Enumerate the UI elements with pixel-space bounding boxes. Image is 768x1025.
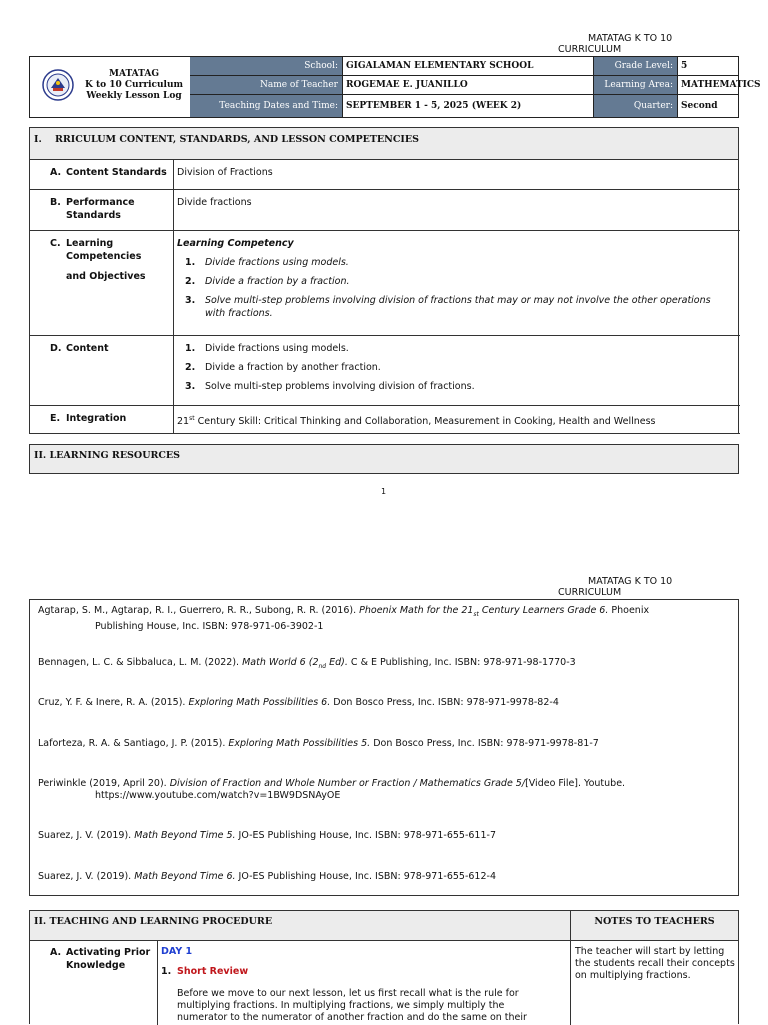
reference-item: Laforteza, R. A. & Santiago, J. P. (2015). Exploring Math Possibilities 5. Don Bosco Press, Inc. ISBN: 978-971-9978-81-7: [38, 738, 599, 749]
school-label: School:: [190, 57, 342, 76]
reference-item: Agtarap, S. M., Agtarap, R. I., Guerrero, R. R., Subong, R. R. (2016). Phoenix Math for the $21_{st}$ Century Learners Grade 6. Phoenix Publishing House, Inc. ISBN: 978-971-06-3902-1: [38, 605, 650, 632]
video-link[interactable]: https://www.youtube.com/watch?v=1BW9DSNAyOE: [95, 790, 341, 801]
activating-prior-knowledge-content: [161, 946, 561, 1024]
row-content: D. Content 1. Divide fractions using models. 2. Divide a fraction by another fraction. 3. Solve multi-step problems involving division of fractions.: [30, 336, 740, 406]
reference-item: Suarez, J. V. (2019). Math Beyond Time 5. JO-ES Publishing House, Inc. ISBN: 978-971-655-611-7: [38, 830, 496, 841]
day-label: DAY 1: [161, 946, 193, 957]
list-item: 1. Divide fractions using models.: [185, 257, 349, 268]
dates-label: Teaching Dates and Time:: [190, 95, 342, 117]
header-row-school: [190, 57, 738, 76]
reference-item: Suarez, J. V. (2019). Math Beyond Time 6. JO-ES Publishing House, Inc. ISBN: 978-971-655-612-4: [38, 871, 496, 882]
performance-standards-value: Divide fractions: [177, 197, 252, 208]
review-paragraph: Before we move to our next lesson, let us first recall what is the rule for multiplying fractions. In multiplying fractions, we simply multiply the numerator to the numerator of another fraction and do the same on their: [177, 988, 527, 1023]
learning-area-value: MATHEMATICS: [677, 76, 738, 95]
lesson-log-title: MATATAG K to 10 Curriculum Weekly Lesson Log: [84, 69, 184, 101]
teaching-procedure-table: [29, 910, 739, 1024]
notes-to-teachers-value: The teacher will start by letting the students recall their concepts on multiplying fractions.: [575, 946, 735, 981]
curriculum-header: MATATAG K TO 10 CURRICULUM: [558, 576, 673, 598]
list-item: 2. Divide a fraction by another fraction.: [185, 362, 381, 373]
header-row-teacher: [190, 76, 761, 95]
list-item: 3. Solve multi-step problems involving division of fractions that may or may not involve the other operations with fractions.: [185, 295, 711, 319]
learning-area-label: Learning Area:: [593, 76, 677, 95]
header-row-dates: [190, 95, 738, 117]
content-standards-value: Division of Fractions: [177, 167, 273, 178]
section-curriculum-content-table: [29, 160, 739, 434]
reference-item: Bennagen, L. C. & Sibbaluca, L. M. (2022). Math World 6 ($2_{nd}$ Ed). C & E Publishing, Inc. ISBN: 978-971-98-1770-3: [38, 657, 576, 670]
dates-value: SEPTEMBER 1 - 5, 2025 (WEEK 2): [342, 95, 593, 117]
row-content-standards: A. Content Standards Division of Fractions: [30, 160, 740, 190]
page-number: 1: [381, 487, 387, 496]
activating-prior-knowledge-label: A. Activating Prior Knowledge: [50, 947, 151, 971]
section-curriculum-content-heading: I. RRICULUM CONTENT, STANDARDS, AND LESSON COMPETENCIES: [29, 127, 739, 160]
reference-item: Cruz, Y. F. & Inere, R. A. (2015). Exploring Math Possibilities 6. Don Bosco Press, Inc. ISBN: 978-971-9978-82-4: [38, 697, 559, 708]
grade-level-value: 5: [677, 57, 738, 76]
curriculum-header: MATATAG K TO 10 CURRICULUM: [558, 33, 673, 55]
list-item: 2. Divide a fraction by a fraction.: [185, 276, 350, 287]
list-item: 1. Short Review: [161, 966, 249, 977]
deped-seal-icon: [42, 69, 74, 101]
school-value: GIGALAMAN ELEMENTARY SCHOOL: [342, 57, 593, 76]
lesson-log-header-table: [29, 56, 761, 118]
teacher-label: Name of Teacher: [190, 76, 342, 95]
logo-cell: [30, 57, 191, 117]
quarter-value: Second: [677, 95, 738, 117]
list-item: 1. Divide fractions using models.: [185, 343, 349, 354]
row-learning-competencies: C. Learning Competencies and Objectives Learning Competency 1. Divide fractions using models. 2. Divide a fraction by a fraction. 3. Solve multi-step problems involving division of fractions that may or may not involve the other operations with fractions.: [30, 231, 740, 336]
learning-competency-heading: Learning Competency: [177, 238, 294, 249]
row-performance-standards: B. Performance Standards Divide fractions: [30, 190, 740, 231]
quarter-label: Quarter:: [593, 95, 677, 117]
teacher-value: ROGEMAE E. JUANILLO: [342, 76, 593, 95]
section-learning-resources-heading: II. LEARNING RESOURCES: [29, 444, 739, 474]
grade-level-label: Grade Level:: [593, 57, 677, 76]
notes-to-teachers-heading: NOTES TO TEACHERS: [570, 910, 739, 941]
reference-item: Periwinkle (2019, April 20). Division of Fraction and Whole Number or Fraction / Mathematics Grade 5/[Video File]. Youtube. https://www.youtube.com/watch?v=1BW9DSNAyOE: [38, 778, 718, 802]
list-item: 3. Solve multi-step problems involving division of fractions.: [185, 381, 475, 392]
integration-value: 21st Century Skill: Critical Thinking and Collaboration, Measurement in Cooking, Health and Wellness: [177, 415, 656, 428]
row-integration: E. Integration 21st Century Skill: Critical Thinking and Collaboration, Measurement in Cooking, Health and Wellness: [30, 406, 740, 434]
teaching-procedure-heading: II. TEACHING AND LEARNING PROCEDURE: [29, 910, 571, 941]
